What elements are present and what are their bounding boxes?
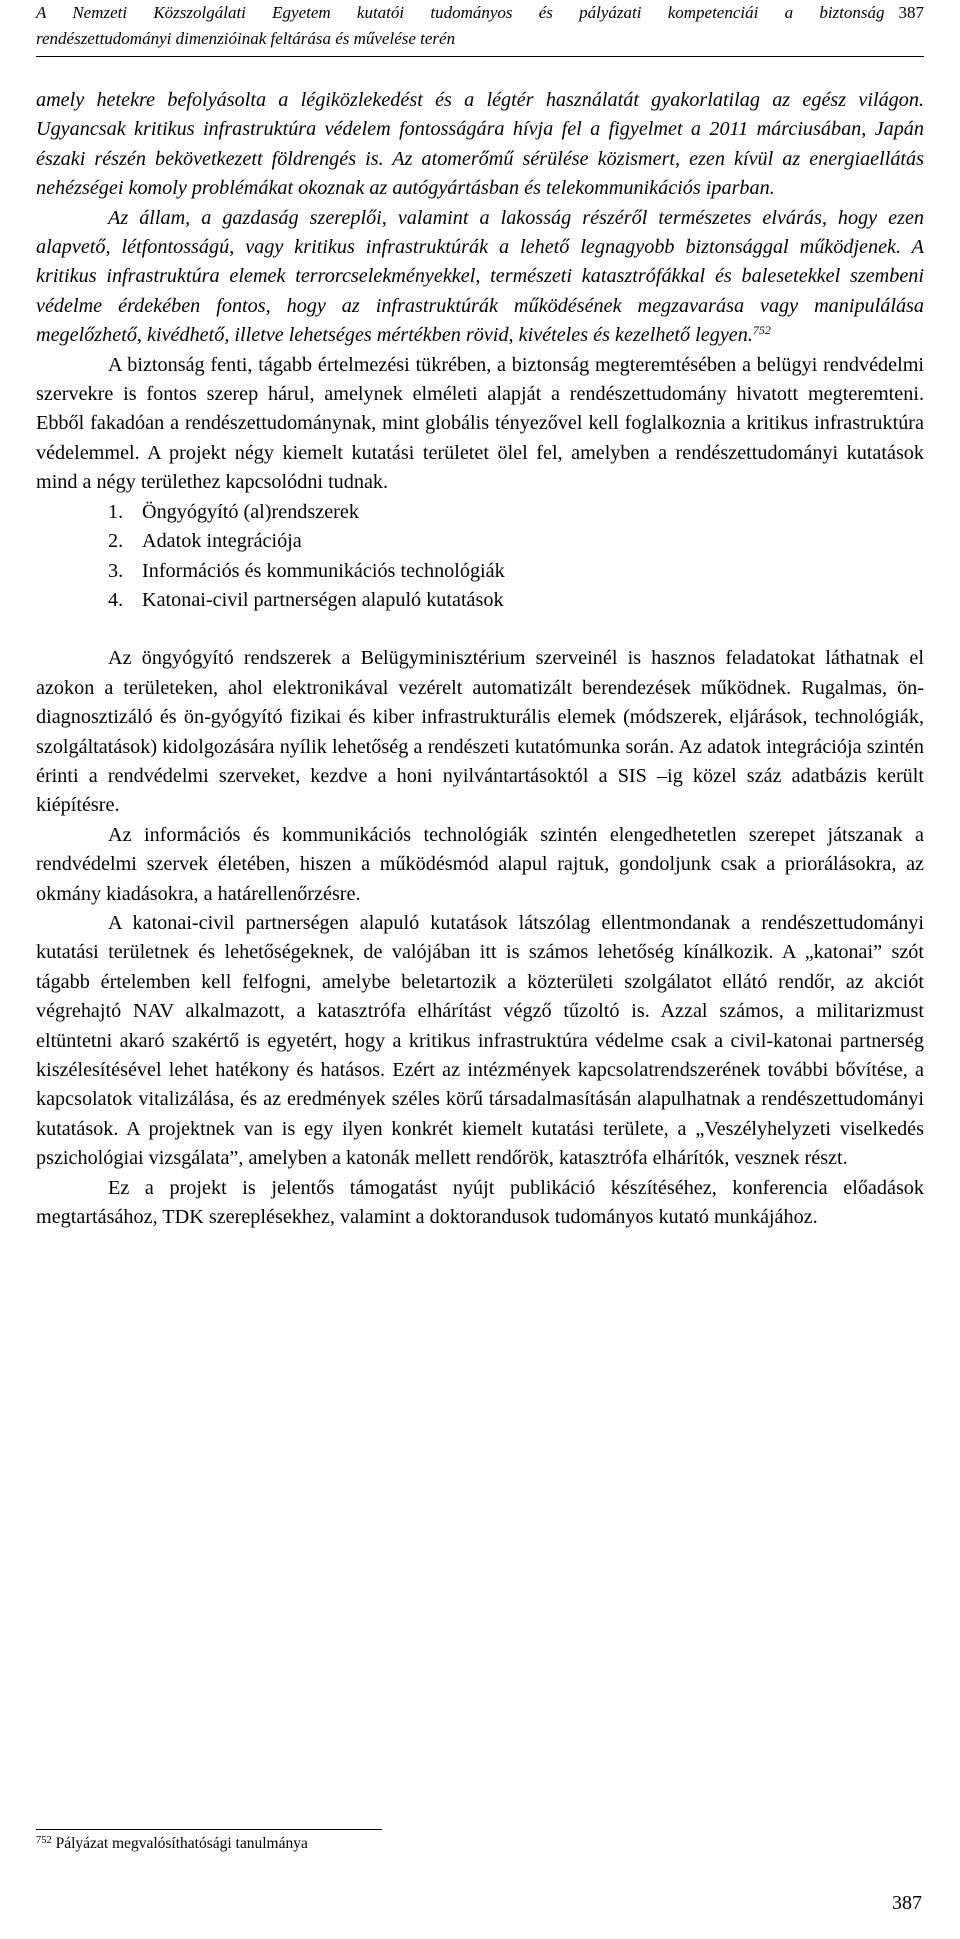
list-item-number: 1. [108, 500, 124, 523]
spacer [36, 615, 924, 644]
paragraph-2-text: Az állam, a gazdaság szereplői, valamint a lakosság részéről természetes elvárás, hogy ezen alapvető, létfontosságú, vagy kritikus infrastruktúrák a lehető legnagyobb biztonsággal működjenek. A kritikus infrastruktúra elemek terrorcselekményekkel, természeti katasztrófákkal és balesetekkel szembeni védelme érdekében fontos, hogy az infrastruktúrák működésének megzavarása vagy manipulálása megelőzhető, kivédhető, illetve lehetséges mértékben rövid, kivételes és kezelhető legyen. [36, 206, 924, 347]
footnote-number: 752 [36, 1835, 52, 1846]
list-item [108, 498, 924, 527]
footnote-text: Pályázat megvalósíthatósági tanulmánya [55, 1835, 308, 1852]
page-number-top: 387 [898, 3, 924, 22]
paragraph-4: Az öngyógyító rendszerek a Belügyminisztérium szerveinél is hasznos feladatokat láthatnak el azokon a területeken, ahol elektronikával vezérelt automatizált berendezések működnek. Rugalmas, ön-diagnosztizáló és ön-gyógyító fizikai és kiber infrastrukturális elemek (módszerek, eljárások, technológiák, szolgáltatások) kidolgozására nyílik lehetőség a rendészeti kutatómunka során. Az adatok integrációja szintén érinti a rendvédelmi szerveket, kezdve a honi nyilvántartásoktól a SIS –ig közel száz adatbázis került kiépítésre. [36, 647, 924, 817]
document-body [36, 86, 924, 1232]
list-item-number: 3. [108, 559, 124, 582]
footnote [36, 1832, 924, 1856]
list-item-number: 4. [108, 588, 124, 611]
paragraph-2 [36, 204, 924, 351]
running-header [36, 0, 924, 52]
page-number-bottom: 387 [892, 1892, 922, 1914]
footnote-ref[interactable]: 752 [752, 323, 771, 338]
paragraph-6: A katonai-civil partnerségen alapuló kutatások látszólag ellentmondanak a rendészettudományi kutatási területnek és lehetőségeknek, de valójában itt is számos lehetőség kínálkozik. A „katonai” szót tágabb értelemben kell felfogni, amelybe beletartozik a közterületi szolgálatot ellátó rendőr, az akciót végrehajtó NAV alkalmazott, a katasztrófa elhárítást végző tűzoltó is. Azzal számos, a militarizmust eltüntetni akaró szakértő is egyetért, hogy a kritikus infrastruktúra védelme csak a civil-katonai partnerség kiszélesítésével lehet hatékony és hatásos. Ezért az intézmények kapcsolatrendszerének további bővítése, a kapcsolatok vitalizálása, és az eredmények széles körű társadalmasításán alapulhatnak a rendészettudományi kutatások. A projektnek van is egy ilyen konkrét kiemelt kutatási területe, a „Veszélyhelyzeti viselkedés pszichológiai vizsgálata”, amelyben a katonák mellett rendőrök, katasztrófa elhárítók, vesznek részt. [36, 911, 924, 1170]
list-item-text: Információs és kommunikációs technológiák [142, 559, 505, 582]
list-item-text: Katonai-civil partnerségen alapuló kutatások [142, 588, 504, 611]
running-header-title: A Nemzeti Közszolgálati Egyetem kutatói tudományos és pályázati kompetenciái a biztonság [36, 3, 885, 22]
list-item-number: 2. [108, 530, 124, 553]
list-item [108, 527, 924, 556]
list-item [108, 586, 924, 615]
list-item [108, 557, 924, 586]
paragraph-7: Ez a projekt is jelentős támogatást nyújt publikáció készítéséhez, konferencia előadások megtartásához, TDK szereplésekhez, valamint a doktorandusok tudományos kutató munkájához. [36, 1176, 924, 1229]
paragraph-3: A biztonság fenti, tágabb értelmezési tükrében, a biztonság megteremtésében a belügyi rendvédelmi szervekre is fontos szerep hárul, amelynek elméleti alapját a rendészettudomány hivatott megteremteni. Ebből fakadóan a rendészettudománynak, mint globális tényezővel kell foglalkoznia a kritikus infrastruktúra védelemmel. A projekt négy kiemelt kutatási területet ölel fel, amelyben a rendészettudományi kutatások mind a négy területhez kapcsolódni tudnak. [36, 353, 924, 494]
paragraph-1: amely hetekre befolyásolta a légiközlekedést és a légtér használatát gyakorlatilag az egész világon. Ugyancsak kritikus infrastruktúra védelem fontosságára hívja fel a figyelmet a 2011 márciusában, Japán északi részén bekövetkezett földrengés is. Az atomerőmű sérülése közismert, ezen kívül az energiaellátás nehézségei komoly problémákat okoznak az autógyártásban és telekommunikációs iparban. [36, 89, 924, 200]
paragraph-5: Az információs és kommunikációs technológiák szintén elengedhetetlen szerepet játszanak a rendvédelmi szervek életében, hiszen a működésmód alapul rajtuk, gondoljunk csak a priorálásokra, az okmány kiadásokra, a határellenőrzésre. [36, 823, 924, 905]
header-divider [36, 56, 924, 57]
footnote-divider [36, 1829, 382, 1830]
list-item-text: Adatok integrációja [142, 530, 302, 553]
running-header-line2: rendészettudományi dimenzióinak feltárása és művelése terén [36, 29, 456, 48]
running-header-line1 [36, 0, 924, 26]
list-item-text: Öngyógyító (al)rendszerek [142, 500, 359, 523]
research-areas-list [36, 498, 924, 616]
